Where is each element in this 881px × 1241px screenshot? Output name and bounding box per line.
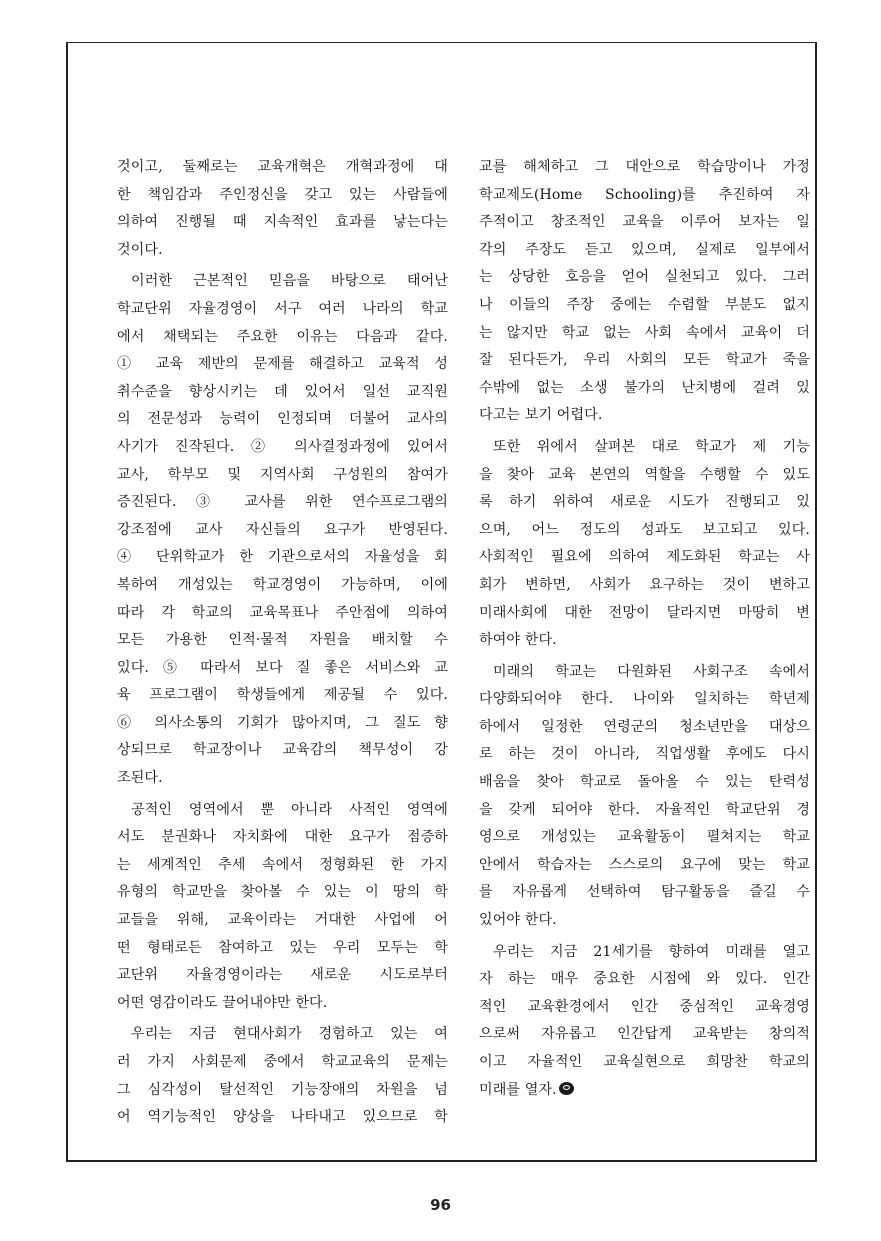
end-of-article-icon [559,1082,574,1095]
text-line: 학교단위 자율경영이 서구 여러 나라의 학교 [117,300,448,317]
text-line: 복하여 개성있는 학교경영이 가능하며, 이에 [117,576,448,593]
paragraph [117,268,448,792]
text-line: 모든 가용한 인적·물적 자원을 배치할 수 [117,632,448,649]
text-line: 이고 자율적인 교육실현으로 희망찬 학교의 [479,1054,810,1070]
text-line: 떤 형태로든 참여하고 있는 우리 모두는 학 [117,939,448,956]
text-line: 교사, 학부모 및 지역사회 구성원의 참여가 [117,466,448,483]
text-line: 의하여 진행될 때 지속적인 효과를 낳는다는 [117,214,448,231]
text-line: 으로써 자유롭고 인간답게 교육받는 창의적 [479,1026,810,1043]
text-line: 사회적인 필요에 의하여 제도화된 학교는 사 [479,549,810,566]
paragraph [117,1021,448,1131]
text-line: ④ 단위학교가 한 기관으로서의 자율성을 회 [117,549,448,566]
text-line: 하에서 일정한 연령군의 청소년만을 대상으 [479,718,810,735]
text-line: 는 않지만 학교 없는 사회 속에서 교육이 더 [479,324,810,341]
text-line: 학교제도(Home Schooling)를 추진하여 자 [479,186,810,203]
text-line: 강조점에 교사 자신들의 요구가 반영된다. [117,521,448,538]
text-line: 에서 채택되는 주요한 이유는 다음과 같다. [117,328,448,345]
paragraph [479,659,810,935]
text-line: 있다. ⑤ 따라서 보다 질 좋은 서비스와 교 [117,659,448,676]
text-line: 미래의 학교는 다원화된 사회구조 속에서 [493,663,810,680]
text-line: 한 책임감과 주인정신을 갖고 있는 사람들에 [117,186,448,203]
text-line: 서도 분권화나 자치화에 대한 요구가 점증하 [117,829,448,846]
text-line: 하여야 한다. [479,632,557,649]
text-line: 나 이들의 주장 중에는 수렴할 부분도 없지 [479,296,810,313]
text-line: 배움을 찾아 학교로 돌아올 수 있는 탄력성 [479,774,810,791]
text-line: 미래를 열자. [479,1077,810,1105]
text-line: 러 가지 사회문제 중에서 학교교육의 문제는 [117,1054,448,1070]
text-line: 것이다. [117,241,163,258]
text-line: 적인 교육환경에서 인간 중심적인 교육경영 [479,998,810,1015]
text-line: 는 세계적인 추세 속에서 정형화된 한 가지 [117,856,448,873]
text-line: 취수준을 향상시키는 데 있어서 일선 교직원 [117,383,448,400]
text-line: 잘 된다든가, 우리 사회의 모든 학교가 죽을 [479,352,810,369]
text-line: 자 하는 매우 중요한 시점에 와 있다. 인간 [479,971,810,988]
text-line: 공적인 영역에서 뿐 아니라 사적인 영역에 [131,801,448,818]
text-line: 록 하기 위하여 새로운 시도가 진행되고 있 [479,494,810,511]
left-text-column [117,154,448,1132]
text-line: 어떤 영감이라도 끌어내야만 한다. [117,994,328,1011]
paragraph [479,939,810,1105]
text-line: 을 찾아 교육 본연의 역할을 수행할 수 있도 [479,466,810,483]
text-line: 증진된다. ③ 교사를 위한 연수프로그램의 [117,494,448,511]
text-line: 주적이고 창조적인 교육을 이루어 보자는 일 [479,214,810,231]
text-line: 교들을 위해, 교육이라는 거대한 사업에 어 [117,912,448,929]
text-line: 조된다. [117,770,163,787]
text-line: 상되므로 학교장이나 교육감의 책무성이 강 [117,742,448,759]
text-line: 회가 변하면, 사회가 요구하는 것이 변하고 [479,576,810,593]
text-line: 사기가 진작된다. ② 의사결정과정에 있어서 [117,438,448,455]
text-line: 으며, 어느 정도의 성과도 보고되고 있다. [479,521,810,538]
paragraph [117,797,448,1018]
text-line: 따라 각 학교의 교육목표나 주안점에 의하여 [117,604,448,621]
text-line: 육 프로그램이 학생들에게 제공될 수 있다. [117,687,448,704]
text-line: 우리는 지금 현대사회가 경험하고 있는 여 [131,1026,448,1043]
text-line: 로 하는 것이 아니라, 직업생활 후에도 다시 [479,746,810,763]
text-line: 유형의 학교만을 찾아볼 수 있는 이 땅의 학 [117,884,448,901]
paragraph [479,434,810,655]
text-line: 있어야 한다. [479,912,557,929]
page-number: 96 [430,1196,451,1214]
text-line: 는 상당한 호응을 얻어 실천되고 있다. 그러 [479,269,810,286]
text-line: 것이고, 둘째로는 교육개혁은 개혁과정에 대 [117,159,448,175]
text-line: 또한 위에서 살펴본 대로 학교가 제 기능 [493,438,810,455]
text-line: 다고는 보기 어렵다. [479,407,603,424]
text-line: 어 역기능적인 양상을 나타내고 있으므로 학 [117,1109,448,1126]
text-line: 우리는 지금 21세기를 향하여 미래를 열고 [493,943,810,960]
text-line: 를 자유롭게 선택하여 탐구활동을 즐길 수 [479,884,810,901]
paragraph [479,154,810,430]
text-line: 교를 해체하고 그 대안으로 학습망이나 가정 [479,159,810,175]
text-line: 을 갖게 되어야 한다. 자율적인 학교단위 경 [479,801,810,818]
text-line: 다양화되어야 한다. 나이와 일치하는 학년제 [479,691,810,708]
text-line: 의 전문성과 능력이 인정되며 더불어 교사의 [117,411,448,428]
text-line: 그 심각성이 탈선적인 기능장애의 차원을 넘 [117,1081,448,1098]
text-line: ⑥ 의사소통의 기회가 많아지며, 그 질도 향 [117,714,448,731]
paragraph [117,154,448,264]
text-line: 이러한 근본적인 믿음을 바탕으로 태어난 [131,273,448,290]
text-line: 영으로 개성있는 교육활동이 펼쳐지는 학교 [479,829,810,846]
text-line: 교단위 자율경영이라는 새로운 시도로부터 [117,967,448,984]
text-line: 수밖에 없는 소생 불가의 난치병에 걸려 있 [479,379,810,396]
text-line: 안에서 학습자는 스스로의 요구에 맞는 학교 [479,856,810,873]
text-line: 미래사회에 대한 전망이 달라지면 마땅히 변 [479,604,810,621]
text-line: ① 교육 제반의 문제를 해결하고 교육적 성 [117,356,448,373]
right-text-column [479,154,810,1104]
text-line: 각의 주장도 듣고 있으며, 실제로 일부에서 [479,241,810,258]
